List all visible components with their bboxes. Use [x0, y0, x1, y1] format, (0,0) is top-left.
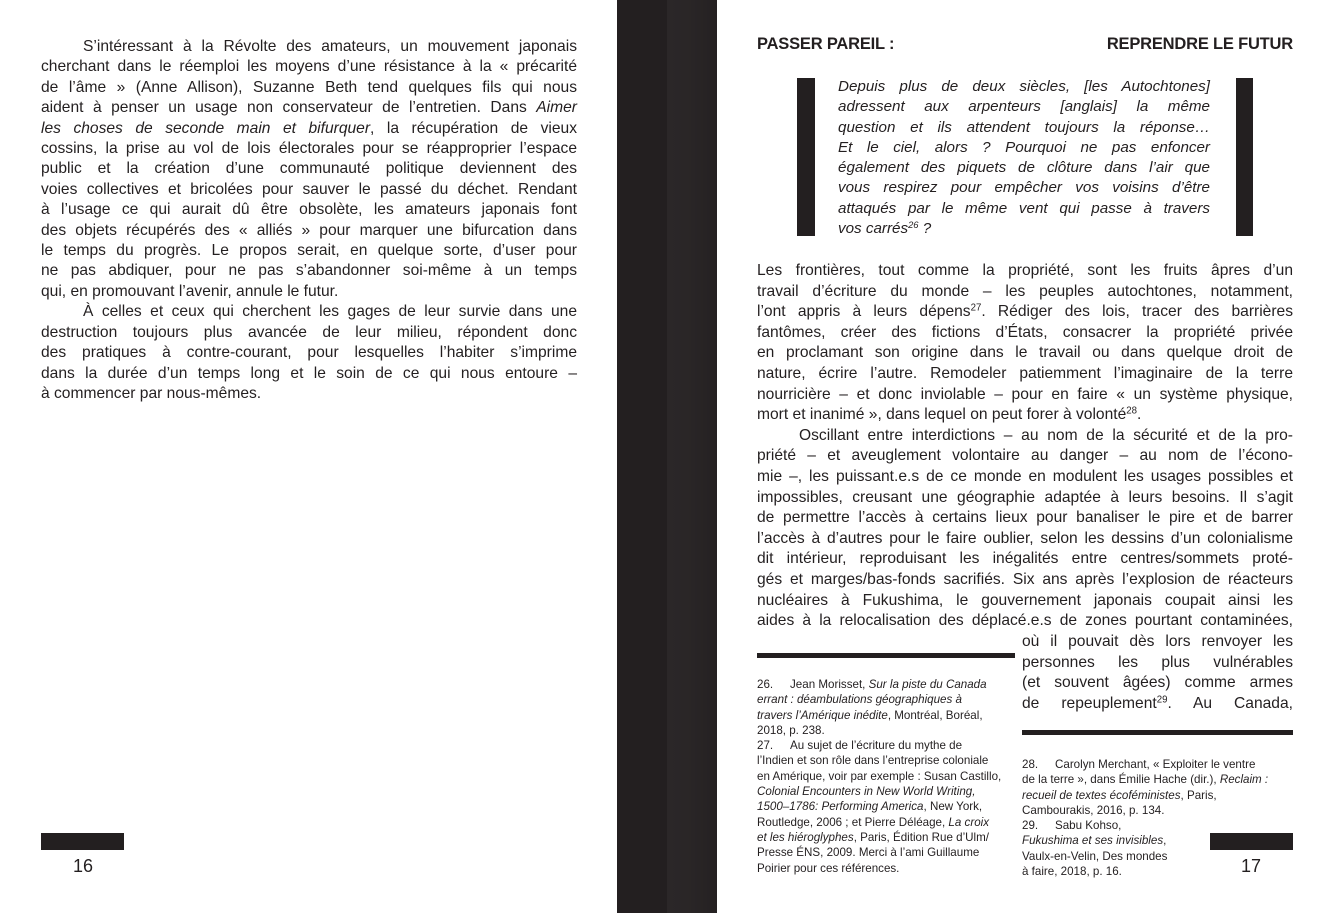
text-run: Poirier pour ces références.	[757, 861, 900, 875]
footnote-reference: 27	[970, 302, 982, 314]
text-line	[757, 591, 1293, 612]
text-run: en Amérique, voir par exemple : Susan Castillo,	[757, 769, 1002, 783]
footnote-number: 29.	[1022, 819, 1039, 833]
text-line	[41, 119, 577, 139]
footnote-line	[757, 845, 1019, 860]
text-line	[41, 384, 577, 404]
text-run: , Paris,	[1180, 788, 1217, 802]
right-page-body	[757, 261, 1293, 632]
text-line	[1022, 632, 1293, 653]
quote-bar-left	[797, 78, 815, 236]
text-run: nucléaires à Fukushima, le gouvernement japonais coupait ainsi les	[757, 591, 1293, 609]
text-run: Au sujet de l’écriture du mythe de	[790, 739, 963, 753]
text-line	[41, 78, 577, 98]
text-line	[757, 467, 1293, 488]
text-line	[41, 364, 577, 384]
footnote-number: 27.	[757, 739, 774, 753]
italic-text: et les hiéroglyphes	[757, 830, 854, 844]
text-run: à l’usage ce qui aurait dû être obsolète, les amateurs japonais font	[41, 201, 577, 219]
text-run: , Paris, Édition Rue d’Ulm/	[853, 830, 989, 844]
page-marker-bar-left	[41, 833, 124, 850]
text-line	[757, 343, 1293, 364]
text-run: public et la création d’une communauté politique deviennent des	[41, 160, 577, 178]
text-run: , la récupération de vieux	[370, 119, 577, 137]
paragraph	[757, 261, 1293, 426]
gutter-shadow	[667, 0, 717, 913]
text-line	[838, 77, 1210, 97]
text-run: en proclamant son origine dans le travail ou dans quelque droit de	[757, 344, 1293, 362]
text-line	[838, 97, 1210, 117]
text-line	[41, 159, 577, 179]
text-line	[41, 221, 577, 241]
text-run: fantômes, créer des fictions d’États, consacrer la propriété privée	[757, 323, 1293, 341]
text-line	[1022, 653, 1293, 674]
text-run: Et le ciel, alors ? Pourquoi ne pas enfoncer	[838, 138, 1210, 156]
text-run: le temps du progrès. Le propos serait, en quelque sorte, d’user pour	[41, 242, 577, 260]
footnote-line	[1022, 772, 1302, 787]
text-line	[41, 37, 577, 57]
text-run: Vaulx-en-Velin, Des mondes	[1022, 849, 1168, 863]
text-run: Cambourakis, 2016, p. 134.	[1022, 803, 1165, 817]
footnotes-left	[757, 677, 1019, 876]
text-line	[41, 302, 577, 322]
text-run: 2018, p. 238.	[757, 723, 825, 737]
footnote	[757, 677, 1019, 738]
text-line	[757, 549, 1293, 570]
footnote-reference: 29	[1156, 694, 1168, 706]
footnote-number: 28.	[1022, 758, 1039, 771]
text-run: .	[1137, 406, 1142, 424]
text-line	[757, 426, 1293, 447]
footnote-line	[1022, 818, 1302, 833]
footnote	[1022, 757, 1302, 818]
text-run: Sabu Kohso,	[1055, 819, 1122, 833]
book-gutter	[617, 0, 717, 913]
text-run: également des piquets de clôture dans l’air que	[838, 159, 1210, 177]
text-line	[41, 261, 577, 281]
page-marker-bar-right	[1210, 833, 1293, 850]
text-run: travail d’écriture du monde – les peuples autochtones, notamment,	[757, 282, 1293, 300]
text-run: priété – et aveuglement volontaire au danger – au nom de l’écono-	[757, 447, 1293, 465]
paragraph	[1022, 632, 1293, 714]
footnote-line	[757, 738, 1019, 753]
paragraph	[838, 77, 1210, 239]
text-line	[757, 323, 1293, 344]
paragraph	[41, 37, 577, 302]
footnote-line	[757, 769, 1019, 784]
footnote-rule-right	[1022, 730, 1293, 735]
paragraph	[757, 426, 1293, 632]
text-run: dit intérieur, reproduisant les inégalités entre centres/sommets proté-	[757, 550, 1293, 568]
text-run: mie –, les puissant.e.s de ce monde en modulent les usages possibles et	[757, 467, 1293, 485]
text-line	[41, 200, 577, 220]
text-run: question et ils attendent toujours la réponse…	[838, 118, 1210, 136]
text-run: à faire, 2018, p. 16.	[1022, 865, 1122, 879]
footnote-line	[1022, 803, 1302, 818]
footnote-line	[757, 753, 1019, 768]
page-number-left: 16	[73, 856, 94, 876]
left-page-body	[41, 37, 577, 404]
italic-text: travers l’Amérique inédite	[757, 708, 888, 722]
paragraph	[41, 302, 577, 404]
text-line	[41, 180, 577, 200]
italic-text: Colonial Encounters in New World Writing,	[757, 785, 976, 799]
footnote-line	[757, 677, 1019, 692]
text-line	[838, 138, 1210, 158]
text-line	[757, 570, 1293, 591]
text-run: S’intéressant à la Révolte des amateurs, un mouvement japonais	[83, 38, 577, 55]
footnote-reference: 26	[908, 218, 919, 230]
text-line	[757, 302, 1293, 323]
text-run: cossins, la prise au vol de lois électorales pour se réapproprier l’espace	[41, 140, 577, 158]
text-run: Jean Morisset,	[790, 678, 869, 691]
text-line	[757, 446, 1293, 467]
text-line	[838, 199, 1210, 219]
text-run: nourricière – et donc inviolable – pour en faire « un système physique,	[757, 385, 1293, 403]
footnote-line	[757, 861, 1019, 876]
text-line	[838, 219, 1210, 239]
footnote-line	[757, 799, 1019, 814]
block-quote	[838, 77, 1210, 239]
footnote-line	[757, 815, 1019, 830]
text-run: qui, en promouvant l’avenir, annule le futur.	[41, 282, 339, 300]
footnote-line	[757, 723, 1019, 738]
text-run: À celles et ceux qui cherchent les gages de leur survie dans une	[83, 303, 577, 321]
right-page-body-continued	[1022, 632, 1293, 714]
text-line	[41, 98, 577, 118]
text-run: l’Indien et son rôle dans l’entreprise coloniale	[757, 754, 989, 768]
footnote-line	[757, 830, 1019, 845]
italic-text: La croix	[948, 815, 990, 829]
page-number-right: 17	[1241, 856, 1262, 876]
text-run: vos carrés	[838, 220, 909, 238]
text-line	[41, 139, 577, 159]
italic-text: Fukushima et ses invisibles	[1022, 834, 1164, 848]
footnote-line	[757, 708, 1019, 723]
text-run: l’accès à d’autres pour le faire oublier, selon les dessins d’un colonialisme	[757, 529, 1293, 547]
text-line	[757, 364, 1293, 385]
text-line	[41, 343, 577, 363]
text-line	[757, 488, 1293, 509]
italic-text: errant : déambulations géographiques à	[757, 693, 962, 707]
footnote-number: 26.	[757, 678, 774, 691]
text-run: ,	[1163, 834, 1167, 848]
text-run: personnes les plus vulnérables	[1022, 653, 1293, 671]
text-run: , Montréal, Boréal,	[887, 708, 983, 722]
text-run: attaqués par le même vent qui passe à travers	[838, 199, 1210, 217]
running-header-right: REPRENDRE LE FUTUR	[1106, 35, 1293, 53]
text-run: Carolyn Merchant, « Exploiter le ventre	[1055, 758, 1256, 771]
text-run: ?	[918, 220, 932, 238]
text-run: Depuis plus de deux siècles, [les Autochtones]	[838, 78, 1210, 95]
quote-bar-right	[1236, 78, 1253, 236]
italic-text: Sur la piste du Canada	[868, 678, 987, 691]
text-run: , New York,	[923, 800, 983, 814]
italic-text: Aimer	[536, 99, 577, 117]
text-run: . Rédiger des lois, tracer des barrières	[981, 303, 1293, 321]
text-run: ne pas abdiquer, pour ne pas s’abandonner soi-même à un temps	[41, 262, 577, 280]
footnote-rule-left	[757, 653, 1015, 658]
text-run: de repeuplement	[1022, 694, 1157, 712]
text-run: Les frontières, tout comme la propriété, sont les fruits âpres d’un	[757, 262, 1293, 279]
text-run: voies collectives et bricolées pour sauver le passé du déchet. Rendant	[41, 180, 577, 198]
text-line	[41, 241, 577, 261]
text-line	[41, 323, 577, 343]
footnote-line	[757, 692, 1019, 707]
text-run: gés et marges/bas-fonds sacrifiés. Six ans après l’explosion de réacteurs	[757, 570, 1293, 588]
text-run: de la terre », dans Émilie Hache (dir.),	[1022, 773, 1220, 787]
text-run: mort et inanimé », dans lequel on peut forer à volonté	[757, 406, 1127, 424]
text-run: (et souvent âgées) comme armes	[1022, 674, 1293, 692]
text-line	[41, 57, 577, 77]
text-line	[757, 508, 1293, 529]
text-line	[838, 158, 1210, 178]
text-line	[757, 282, 1293, 303]
running-header-left: PASSER PAREIL :	[757, 35, 895, 53]
text-run: vous respirez pour empêcher vos voisins d’être	[838, 179, 1210, 197]
text-run: de l’âme » (Anne Allison), Suzanne Beth tend quelques fils qui nous	[41, 78, 577, 96]
text-run: des objets récupérés des « alliés » pour marquer une bifurcation dans	[41, 221, 577, 239]
text-run: destruction toujours plus avancée de leur milieu, répondent donc	[41, 323, 577, 341]
text-line	[757, 405, 1293, 426]
text-run: Presse ÉNS, 2009. Merci à l’ami Guillaume	[757, 846, 980, 860]
footnote	[757, 738, 1019, 876]
text-run: . Au Canada,	[1167, 694, 1293, 712]
text-run: Routledge, 2006 ; et Pierre Déléage,	[757, 815, 949, 829]
text-run: de permettre l’accès à certains lieux pour banaliser le pire et de barrer	[757, 509, 1293, 527]
text-run: aident à penser un usage non conservateur de l’entretien. Dans	[41, 99, 537, 117]
text-run: aides à la relocalisation des déplacé.e.s de zones pourtant contaminées,	[757, 612, 1293, 630]
text-line	[1022, 694, 1293, 715]
footnote-line	[757, 784, 1019, 799]
text-line	[757, 385, 1293, 406]
italic-text: recueil de textes écoféministes	[1022, 788, 1181, 802]
text-line	[757, 261, 1293, 282]
italic-text: les choses de seconde main et bifurquer	[41, 119, 371, 137]
italic-text: 1500–1786: Performing America	[757, 800, 924, 814]
text-run: dans la durée d’un temps long et le soin de ce qui nous entoure –	[41, 364, 577, 382]
text-run: Oscillant entre interdictions – au nom de la sécurité et de la pro-	[799, 426, 1293, 444]
text-line	[41, 282, 577, 302]
text-line	[838, 118, 1210, 138]
text-run: l’ont appris à leurs dépens	[757, 303, 971, 321]
text-run: impossibles, creusant une géographie adaptée à leurs besoins. Il s’agit	[757, 488, 1293, 506]
italic-text: Reclaim :	[1219, 773, 1269, 787]
text-line	[757, 529, 1293, 550]
text-line	[1022, 673, 1293, 694]
text-line	[838, 178, 1210, 198]
text-run: adressent aux arpenteurs [anglais] la même	[838, 98, 1210, 116]
text-run: cherchant dans le réemploi les moyens d’une résistance à la « précarité	[41, 58, 577, 76]
text-run: à commencer par nous-mêmes.	[41, 384, 262, 402]
footnote-line	[1022, 788, 1302, 803]
footnote-reference: 28	[1126, 405, 1138, 417]
text-run: nature, écrire l’autre. Remodeler patiemment l’imaginaire de la terre	[757, 364, 1293, 382]
text-line	[757, 611, 1293, 632]
footnote-line	[1022, 757, 1302, 772]
text-run: des pratiques à contre-courant, pour lesquelles l’habiter s’imprime	[41, 344, 577, 362]
text-run: où il pouvait dès lors renvoyer les	[1022, 633, 1293, 650]
